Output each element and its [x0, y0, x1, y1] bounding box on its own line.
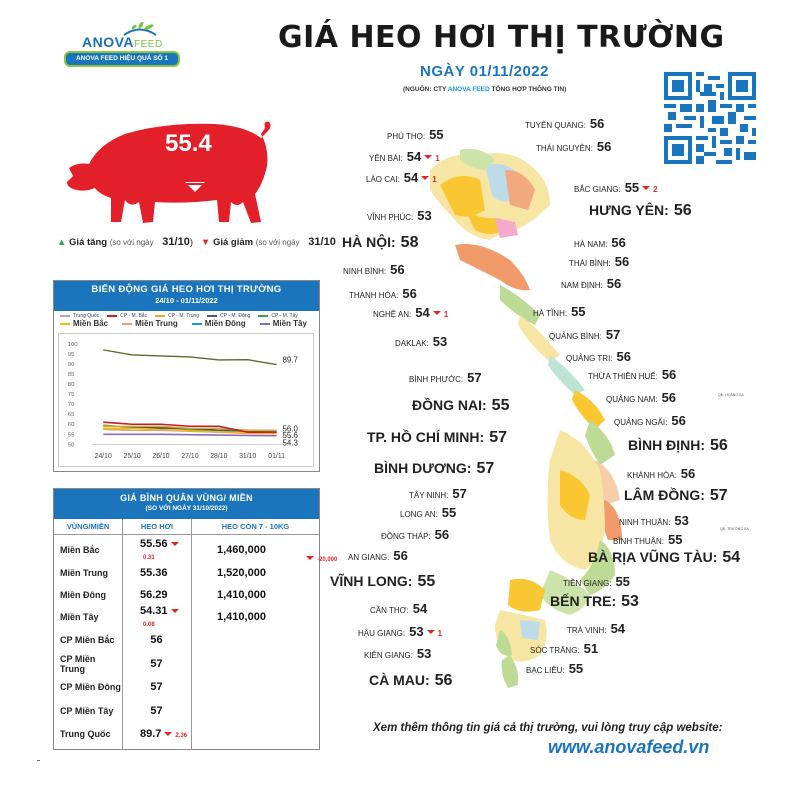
source-prefix: (NGUỒN: CTY: [403, 86, 448, 93]
province-value: 53: [621, 593, 639, 610]
y-tick-label: 90: [67, 361, 75, 368]
legend-swatch: [207, 315, 217, 317]
row-live-hog-price: [122, 538, 191, 562]
province-price: [381, 527, 449, 543]
y-tick-label: 50: [67, 442, 75, 449]
piglet-value: 1,410,000: [217, 589, 266, 601]
province-value: 56: [589, 116, 605, 131]
province-value: 56: [402, 286, 417, 301]
website-link[interactable]: www.anovafeed.vn: [548, 737, 710, 757]
province-value: 53: [432, 334, 448, 349]
province-value: 54: [722, 549, 741, 566]
legend-swatch: [260, 323, 270, 325]
province-price: [613, 532, 682, 548]
row-live-hog-price: [122, 728, 191, 740]
y-tick-label: 100: [67, 341, 78, 348]
live-hog-value: 54.31: [140, 605, 168, 617]
live-hog-change: 2.36: [175, 733, 188, 739]
table-row: [54, 562, 319, 584]
province-price: [619, 513, 689, 529]
legend-label: Miền Bắc: [73, 319, 109, 328]
chart-subtitle: 24/10 - 01/11/2022: [155, 296, 218, 305]
province-price: [624, 488, 728, 504]
province-price: [366, 170, 437, 186]
province-value: 56: [680, 466, 696, 481]
province-price: [627, 466, 695, 482]
live-hog-value: 56.29: [140, 589, 168, 601]
live-hog-change: 0.08: [143, 622, 155, 628]
province-value: 55: [441, 505, 457, 520]
province-price: [370, 601, 427, 617]
row-piglet-price: [191, 567, 319, 579]
y-tick-label: 85: [67, 371, 75, 378]
province-value: 55: [417, 573, 436, 590]
logo-wordmark: [82, 34, 163, 50]
province-value: 54: [415, 305, 430, 320]
y-tick-label: 60: [67, 422, 75, 429]
province-change: 1: [432, 175, 437, 184]
row-live-hog-price: [122, 658, 191, 670]
province-name: PHÚ THỌ:: [387, 132, 426, 141]
chart-title: BIẾN ĐỘNG GIÁ HEO HƠI THỊ TRƯỜNG: [91, 284, 282, 295]
table-body: [54, 535, 338, 749]
down-triangle-icon: [433, 311, 441, 315]
province-price: [574, 235, 626, 251]
province-name: NAM ĐỊNH:: [561, 281, 603, 290]
province-price: [374, 461, 494, 477]
province-price: [526, 661, 583, 677]
row-live-hog-price: [122, 705, 191, 717]
province-value: 55: [624, 180, 640, 195]
table-row: [54, 700, 319, 722]
province-value: 56: [671, 413, 686, 428]
province-price: [566, 349, 631, 365]
down-note: (so với ngày: [255, 238, 300, 247]
province-price: [614, 413, 686, 429]
column-live-hog: HEO HƠI: [122, 519, 191, 534]
row-region: CP Miền Tây: [60, 706, 114, 716]
province-price: [342, 235, 418, 251]
row-live-hog-price: [122, 567, 191, 579]
province-name: LÀO CAI:: [366, 175, 400, 184]
logo-tagline: ANOVA FEED HIỆU QUẢ SỐ 1: [64, 51, 180, 67]
province-name: ĐỒNG NAI:: [412, 397, 487, 413]
province-change: 2: [653, 185, 658, 194]
province-value: 56: [596, 139, 612, 154]
row-live-hog-price: [122, 681, 191, 693]
row-region: Miền Trung: [60, 568, 108, 578]
province-price: [395, 334, 447, 350]
table-row: [54, 584, 319, 606]
chart-header: [54, 281, 319, 311]
y-tick-label: 80: [67, 382, 75, 389]
province-name: HÀ NAM:: [574, 240, 608, 249]
province-name: HẬU GIANG:: [358, 629, 406, 638]
province-name: QUẢNG NAM:: [606, 395, 658, 404]
province-value: 57: [489, 429, 507, 446]
end-value-label: 89.7: [282, 355, 298, 365]
province-value: 55: [667, 532, 683, 547]
row-piglet-price: [191, 544, 338, 563]
province-name: BÌNH DƯƠNG:: [374, 460, 472, 476]
end-value-label: 54.3: [282, 438, 298, 448]
down-date: 31/10: [308, 236, 336, 248]
province-name: LONG AN:: [400, 510, 438, 519]
province-price: [409, 370, 482, 386]
province-name: TP. HỒ CHÍ MINH:: [367, 429, 485, 445]
province-name: QUẢNG NGÃI:: [614, 418, 668, 427]
province-name: NINH THUẬN:: [619, 518, 671, 527]
legend-label: Trung Quốc: [73, 313, 100, 319]
province-name: BẠC LIÊU:: [526, 666, 565, 675]
province-value: 54: [406, 149, 422, 164]
province-name: BÀ RỊA VŨNG TÀU:: [588, 549, 718, 565]
live-hog-value: 57: [150, 705, 163, 717]
province-value: 57: [709, 487, 728, 504]
legend-label: Miền Trung: [135, 319, 178, 328]
price-change-legend: [57, 236, 336, 248]
legend-item: [192, 319, 246, 328]
province-price: [589, 203, 692, 219]
province-price: [588, 367, 676, 383]
legend-swatch: [155, 315, 165, 317]
legend-label: Miền Tây: [272, 319, 307, 328]
province-value: 57: [605, 327, 621, 342]
legend-swatch: [258, 315, 268, 317]
x-tick-label: 25/10: [123, 453, 141, 461]
x-tick-label: 01/11: [268, 453, 285, 461]
province-value: 57: [467, 370, 482, 385]
province-value: 56: [673, 202, 692, 219]
province-price: [549, 327, 620, 343]
table-title: GIÁ BÌNH QUÂN VÙNG/ MIỀN: [120, 493, 253, 503]
province-name: SÓC TRĂNG:: [530, 646, 580, 655]
province-value: 53: [417, 208, 432, 223]
province-value: 56: [434, 527, 450, 542]
province-price: [536, 139, 611, 155]
end-value-label: 55.6: [282, 431, 298, 441]
province-name: NINH BÌNH:: [343, 267, 387, 276]
province-value: 57: [452, 486, 467, 501]
legend-label: CP - M. Đông: [220, 313, 251, 319]
page-title: GIÁ HEO HƠI THỊ TRƯỜNG: [278, 20, 725, 55]
province-name: CÀ MAU:: [369, 672, 430, 688]
province-change: 1: [435, 154, 440, 163]
province-value: 53: [416, 646, 432, 661]
province-name: CẦN THƠ:: [370, 606, 409, 615]
row-region: CP Miền Trung: [60, 654, 96, 674]
down-triangle-icon: [171, 609, 179, 613]
province-price: [606, 390, 676, 406]
province-name: KHÁNH HÒA:: [627, 471, 677, 480]
legend-item: [260, 319, 307, 328]
province-name: TÂY NINH:: [409, 491, 449, 500]
up-note: (so với ngày: [109, 238, 154, 247]
province-name: QUẢNG TRỊ:: [566, 354, 613, 363]
y-tick-label: 65: [67, 412, 75, 419]
province-value: 55: [615, 574, 630, 589]
down-triangle-icon: [424, 155, 432, 159]
end-value-label: 56.0: [282, 424, 298, 434]
province-price: [343, 262, 405, 278]
decorative-dot: [37, 760, 40, 761]
legend-swatch: [192, 323, 202, 325]
y-tick-label: 75: [67, 392, 75, 399]
province-price: [561, 276, 621, 292]
province-value: 56: [661, 367, 677, 382]
province-name: BÌNH THUẬN:: [613, 537, 664, 546]
province-price: [588, 550, 740, 566]
legend-label: CP - M. Trung: [168, 313, 200, 319]
logo-text: ANOVA: [82, 34, 135, 50]
legend-label: CP - M. Bắc: [120, 313, 148, 319]
province-value: 56: [661, 390, 677, 405]
province-name: THÁI BÌNH:: [569, 259, 611, 268]
province-value: 53: [409, 624, 424, 639]
live-hog-value: 57: [150, 658, 163, 670]
regional-price-table: [53, 488, 338, 750]
legend-swatch: [60, 323, 70, 325]
live-hog-change: 0.31: [143, 555, 155, 561]
province-name: BẾN TRE:: [550, 593, 617, 609]
province-value: 54: [610, 621, 626, 636]
hoang-sa-label: QĐ. HOÀNG SA: [718, 393, 744, 397]
table-row: [54, 538, 338, 563]
y-tick-label: 55: [67, 432, 75, 439]
anova-feed-logo: [62, 22, 182, 70]
row-piglet-price: [191, 611, 319, 623]
down-label: Giá giảm: [212, 237, 254, 248]
legend-label: CP - M. Tây: [271, 313, 298, 319]
province-value: 53: [674, 513, 689, 528]
province-value: 54: [412, 601, 428, 616]
pig-average-price: 55.4: [165, 130, 212, 157]
x-tick-label: 26/10: [152, 453, 170, 461]
table-subtitle: (SO VỚI NGÀY 31/10/2022): [145, 505, 228, 512]
up-arrow-icon: ▲: [57, 237, 67, 248]
province-price: [358, 624, 442, 640]
source-brand: ANOVA FEED: [447, 86, 490, 93]
legend-swatch: [60, 315, 70, 317]
province-price: [574, 180, 658, 196]
province-name: HƯNG YÊN:: [589, 202, 669, 218]
province-name: TIỀN GIANG:: [563, 579, 612, 588]
row-live-hog-price: [122, 634, 191, 646]
live-hog-value: 55.36: [140, 567, 168, 579]
province-name: YÊN BÁI:: [369, 154, 403, 163]
row-live-hog-price: [122, 589, 191, 601]
piglet-value: 1,520,000: [217, 567, 266, 579]
province-name: BẮC GIANG:: [574, 185, 621, 194]
row-region: CP Miền Đông: [60, 682, 121, 692]
column-piglet: HEO CON 7 - 10KG: [191, 519, 319, 534]
table-row: [54, 676, 319, 698]
province-value: 56: [614, 254, 630, 269]
table-column-headers: [54, 519, 319, 535]
province-value: 57: [476, 460, 495, 477]
province-price: [369, 149, 440, 165]
row-piglet-price: [191, 589, 319, 601]
province-value: 55: [491, 397, 510, 414]
source-suffix: TỔNG HỢP THÔNG TIN): [489, 86, 567, 93]
row-live-hog-price: [122, 605, 191, 629]
province-name: TRÀ VINH:: [567, 626, 607, 635]
row-region: Trung Quốc: [60, 729, 111, 739]
province-price: [369, 673, 452, 689]
province-value: 56: [611, 235, 626, 250]
province-price: [412, 398, 509, 414]
chart-plot-area: [58, 333, 314, 467]
province-price: [563, 574, 630, 590]
table-row: [54, 606, 319, 628]
live-hog-value: 56: [150, 634, 163, 646]
live-hog-value: 57: [150, 681, 163, 693]
province-name: QUẢNG BÌNH:: [549, 332, 602, 341]
province-value: 51: [583, 641, 599, 656]
province-name: TUYÊN QUANG:: [525, 121, 586, 130]
series-line: [103, 350, 276, 365]
up-date: 31/10: [162, 236, 190, 248]
province-name: BÌNH PHƯỚC:: [409, 375, 464, 384]
row-region: Miền Đông: [60, 590, 106, 600]
province-name: ĐỒNG THÁP:: [381, 532, 431, 541]
y-tick-label: 95: [67, 351, 75, 358]
province-price: [400, 505, 456, 521]
y-tick-label: 70: [67, 402, 75, 409]
row-region: Miền Bắc: [60, 545, 100, 555]
x-tick-label: 28/10: [210, 453, 228, 461]
province-value: 58: [400, 234, 419, 251]
province-price: [628, 438, 728, 454]
down-triangle-icon: [171, 542, 179, 546]
province-name: BÌNH ĐỊNH:: [628, 437, 705, 453]
up-label: Giá tăng: [69, 237, 108, 248]
x-tick-label: 27/10: [181, 453, 199, 461]
down-triangle-icon: [164, 732, 172, 736]
province-price: [567, 621, 625, 637]
province-value: 56: [710, 437, 728, 454]
province-price: [367, 208, 432, 224]
province-price: [348, 548, 408, 564]
province-name: NGHỆ AN:: [373, 310, 412, 319]
province-name: LÂM ĐỒNG:: [624, 487, 705, 503]
province-price: [525, 116, 604, 132]
source-note: [403, 86, 566, 93]
province-price: [330, 574, 435, 590]
down-arrow-icon: ▼: [200, 237, 211, 248]
province-name: DAKLAK:: [395, 339, 429, 348]
province-price: [367, 430, 507, 446]
province-name: THÁI NGUYÊN:: [536, 144, 593, 153]
piglet-value: 1,460,000: [217, 544, 266, 556]
province-value: 56: [434, 672, 453, 689]
report-date: NGÀY 01/11/2022: [420, 63, 549, 80]
chart-legend: [54, 311, 319, 328]
live-hog-value: 89.7: [140, 728, 162, 740]
table-header: [54, 489, 319, 519]
footer-note: Xem thêm thông tin giá cả thị trường, vui lòng truy cập website:: [373, 722, 723, 734]
province-price: [364, 646, 431, 662]
province-change: 1: [437, 629, 443, 638]
province-value: 56: [606, 276, 622, 291]
series-line: [103, 434, 276, 435]
pig-icon: [55, 104, 275, 229]
down-triangle-icon: [306, 556, 314, 560]
province-price: [533, 304, 586, 320]
province-price: [550, 594, 639, 610]
piglet-change: -20,000: [317, 557, 338, 563]
province-name: THỪA THIÊN HUẾ:: [588, 372, 658, 381]
legend-swatch: [107, 315, 117, 317]
province-value: 56: [393, 548, 408, 563]
province-value: 56: [390, 262, 405, 277]
up-close: ): [189, 237, 193, 248]
legend-item: [122, 319, 178, 328]
province-name: VĨNH LONG:: [330, 573, 413, 589]
legend-swatch: [122, 323, 132, 325]
legend-label: Miền Đông: [204, 319, 246, 328]
province-price: [387, 127, 444, 143]
table-row: [54, 723, 319, 745]
province-value: 54: [403, 170, 419, 185]
province-price: [349, 286, 417, 302]
province-value: 55: [429, 127, 444, 142]
table-row: [54, 653, 319, 675]
province-name: VĨNH PHÚC:: [367, 213, 414, 222]
row-region: Miền Tây: [60, 612, 99, 622]
down-triangle-icon: [427, 630, 435, 634]
live-hog-value: 55.56: [140, 538, 168, 550]
x-tick-label: 24/10: [94, 453, 112, 461]
row-region: CP Miền Bắc: [60, 635, 115, 645]
truong-sa-label: QĐ. TRƯỜNG SA: [720, 527, 749, 531]
province-value: 56: [616, 349, 631, 364]
province-name: HÀ NỘI:: [342, 234, 396, 250]
logo-text-suffix: FEED: [134, 39, 163, 50]
province-name: AN GIANG:: [348, 553, 390, 562]
table-row: [54, 629, 319, 651]
piglet-value: 1,410,000: [217, 611, 266, 623]
province-price: [530, 641, 598, 657]
province-name: THANH HÓA:: [349, 291, 399, 300]
down-triangle-icon: [421, 176, 429, 180]
column-region: VÙNG/MIỀN: [66, 522, 110, 531]
province-value: 55: [571, 304, 586, 319]
price-trend-chart: [53, 280, 320, 472]
legend-item: [60, 319, 108, 328]
province-price: [409, 486, 467, 502]
x-tick-label: 31/10: [239, 453, 257, 461]
province-name: KIÊN GIANG:: [364, 651, 413, 660]
province-change: 1: [443, 310, 449, 319]
province-price: [569, 254, 629, 270]
province-name: HÀ TĨNH:: [533, 309, 568, 318]
down-triangle-icon: [642, 186, 650, 190]
province-value: 55: [568, 661, 584, 676]
province-price: [373, 305, 448, 321]
